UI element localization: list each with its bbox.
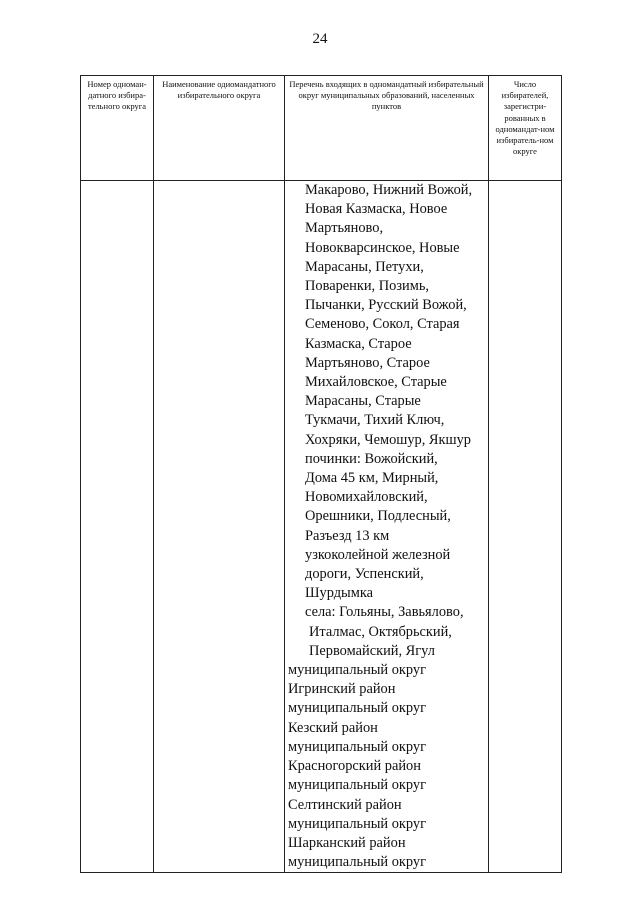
list-line: муниципальный округ — [288, 738, 427, 755]
list-line: Разъезд 13 км — [305, 527, 390, 544]
list-line: села: Гольяны, Завьялово, — [305, 604, 464, 621]
header-municipalities-list — [285, 76, 489, 181]
list-line: Шарканский район — [288, 834, 406, 851]
list-line: узкоколейной железной — [305, 546, 451, 563]
list-line: Марасаны, Старые — [305, 393, 421, 410]
list-line: Орешники, Подлесный, — [305, 508, 451, 525]
list-line: Семеново, Сокол, Старая — [305, 316, 460, 333]
list-line: Красногорский район — [288, 758, 421, 775]
list-line: муниципальный округ — [288, 700, 427, 717]
list-line: Макарово, Нижний Вожой, — [305, 182, 473, 198]
table-header-row — [81, 76, 562, 181]
cell-district-name — [154, 181, 285, 873]
list-line: Первомайский, Ягул — [309, 642, 435, 659]
list-line: Кезский район — [288, 719, 378, 736]
list-line: Мартьяново, — [305, 220, 384, 237]
list-line: Шурдымка — [305, 585, 373, 602]
list-line: Селтинский район — [288, 796, 402, 813]
list-line: Игринский район — [288, 681, 396, 698]
list-line: Новокварсинское, Новые — [305, 239, 460, 256]
cell-district-number — [81, 181, 154, 873]
header-district-number — [81, 76, 154, 181]
list-line: Михайловское, Старые — [305, 374, 447, 391]
list-line: Тукмачи, Тихий Ключ, — [305, 412, 445, 429]
list-line: Марасаны, Петухи, — [305, 258, 424, 275]
list-line: починки: Вожойский, — [305, 450, 438, 467]
page-number: 24 — [312, 31, 328, 47]
list-line: муниципальный округ — [288, 854, 427, 871]
list-line: Мартьяново, Старое — [305, 354, 430, 371]
list-line: муниципальный округ — [288, 815, 427, 832]
header-voter-count — [489, 76, 562, 181]
list-line: Дома 45 км, Мирный, — [305, 470, 439, 487]
list-line: Поваренки, Позимь, — [305, 278, 429, 295]
table-row — [81, 181, 562, 873]
list-line: Новая Казмаска, Новое — [305, 201, 448, 218]
list-line: муниципальный округ — [288, 662, 427, 679]
header-municipalities-list-text: Перечень входящих в одномандатный избирательный округ муниципальных образований, населенных пунктов — [289, 79, 484, 112]
list-line: Новомихайловский, — [305, 489, 428, 506]
header-voter-count-text: Число избирателей, зарегистри-рованных в одномандат-ном избиратель-ном округе — [495, 79, 555, 157]
list-line: Италмас, Октябрьский, — [309, 623, 452, 640]
list-line: Пычанки, Русский Вожой, — [305, 297, 467, 314]
cell-municipalities-list — [285, 181, 489, 873]
list-line: дороги, Успенский, — [305, 566, 424, 583]
list-line: муниципальный округ — [288, 777, 427, 794]
cell-voter-count — [489, 181, 562, 873]
list-line: Казмаска, Старое — [305, 335, 412, 352]
header-district-name-text: Наименование одиомандатного избирательного округа — [162, 79, 276, 101]
districts-table — [80, 75, 562, 873]
header-district-name — [154, 76, 285, 181]
header-district-number-text: Номер одноман-датного избира-тельного округа — [87, 79, 147, 112]
list-line: Хохряки, Чемошур, Якшур — [305, 431, 471, 448]
